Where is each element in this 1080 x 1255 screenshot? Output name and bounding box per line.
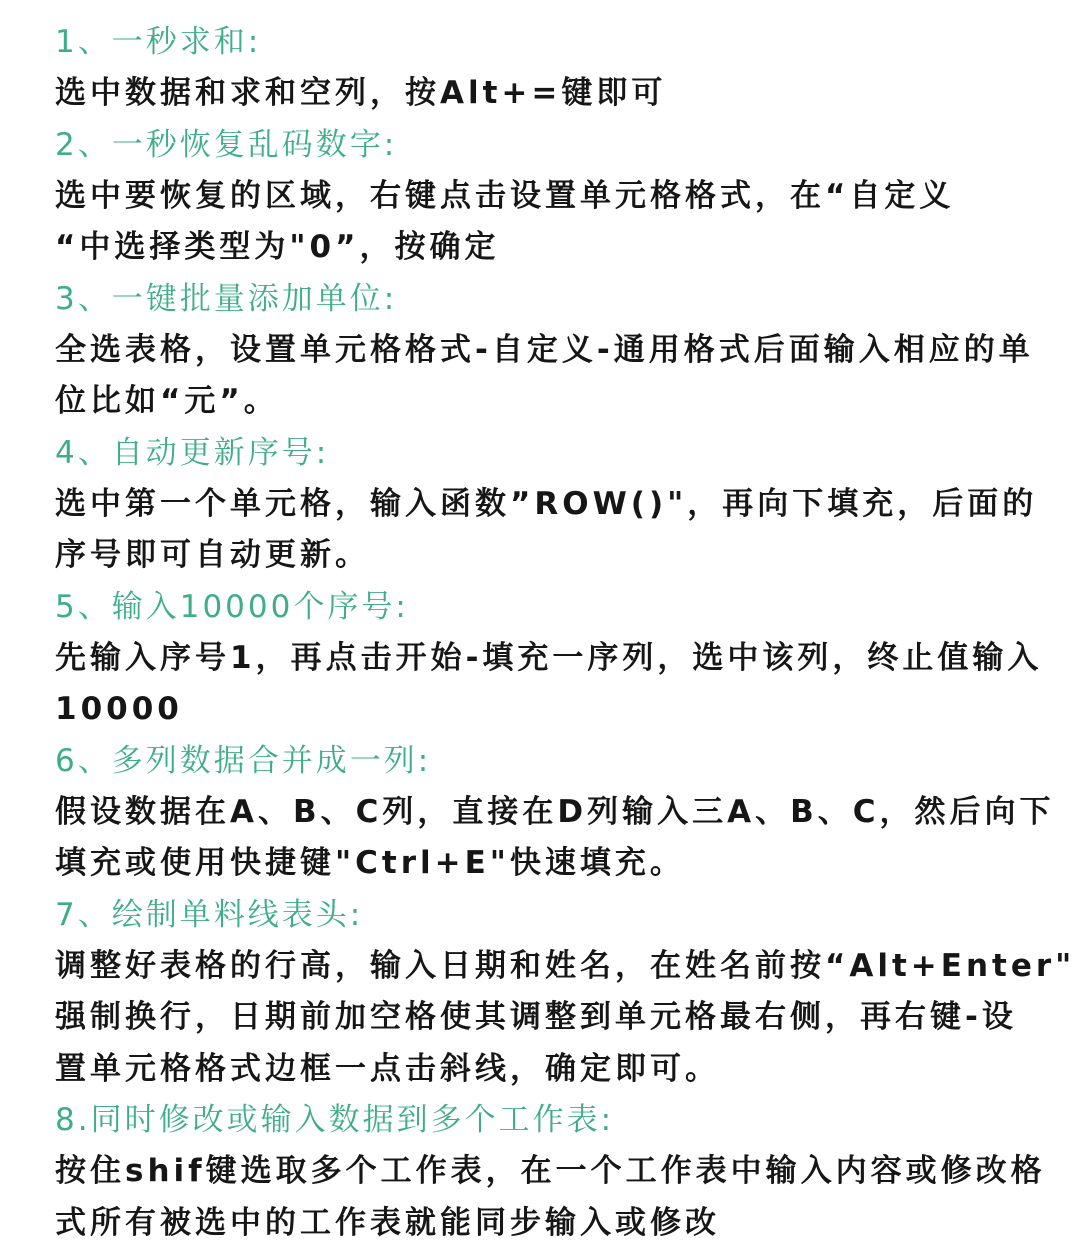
tip-8: [55, 1095, 1050, 1249]
tip-5: [55, 582, 1050, 736]
tip-title: 8.同时修改或输入数据到多个工作表:: [55, 1102, 615, 1138]
tip-2: [55, 120, 1050, 274]
tip-line: 选中第一个单元格，输入函数”ROW()"，再向下填充，后面的: [55, 485, 1038, 522]
tip-line: 调整好表格的行高，输入日期和姓名，在姓名前按“Alt+Enter": [55, 947, 1076, 984]
tip-body: [55, 941, 1076, 1096]
tip-line: 选中数据和求和空列，按Alt+=键即可: [55, 75, 667, 111]
tip-title: 6、多列数据合并成一列:: [55, 742, 432, 779]
tip-body: [55, 633, 1050, 736]
tip-line: 强制换行，日期前加空格使其调整到单元格最右侧，再右键-设: [55, 999, 1017, 1035]
tip-body: [55, 787, 1055, 890]
tip-line: 按住shif键选取多个工作表，在一个工作表中输入内容或修改格: [55, 1153, 1046, 1189]
tip-3: [55, 274, 1050, 428]
tip-line: 假设数据在A、B、C列，直接在D列输入三A、B、C，然后向下: [55, 793, 1055, 830]
tip-line: 序号即可自动更新。: [55, 537, 370, 573]
tip-title: 1、一秒求和:: [55, 24, 262, 60]
tip-4: [55, 428, 1050, 582]
tip-line: 位比如“元”。: [55, 383, 279, 419]
tip-title: 2、一秒恢复乱码数字:: [55, 126, 398, 163]
tip-line: 全选表格，设置单元格格式-自定义-通用格式后面输入相应的单: [55, 331, 1034, 368]
tip-body: [55, 1146, 1050, 1249]
tip-title: 3、一键批量添加单位:: [55, 280, 398, 317]
tip-line: 填充或使用快捷键"Ctrl+E"快速填充。: [55, 845, 685, 881]
tip-title: 5、输入10000个序号:: [55, 588, 409, 625]
tip-7: [55, 890, 1076, 1096]
tip-1: [55, 17, 1050, 120]
tip-line: 10000: [55, 691, 183, 727]
tip-line: 置单元格格式边框一点击斜线，确定即可。: [55, 1050, 720, 1087]
tip-body: [55, 325, 1050, 428]
tip-body: [55, 68, 1050, 120]
tip-line: 选中要恢复的区域，右键点击设置单元格格式，在“自定义: [55, 177, 955, 214]
tip-title: 7、绘制单料线表头:: [55, 896, 364, 933]
tip-body: [55, 479, 1050, 582]
tip-line: 式所有被选中的工作表就能同步输入或修改: [55, 1204, 720, 1241]
tip-body: [55, 171, 1050, 274]
tip-line: “中选择类型为"0”，按确定: [55, 229, 500, 265]
tip-6: [55, 736, 1055, 890]
tip-line: 先输入序号1，再点击开始-填充一序列，选中该列，终止值输入: [55, 639, 1043, 676]
tip-title: 4、自动更新序号:: [55, 434, 330, 471]
